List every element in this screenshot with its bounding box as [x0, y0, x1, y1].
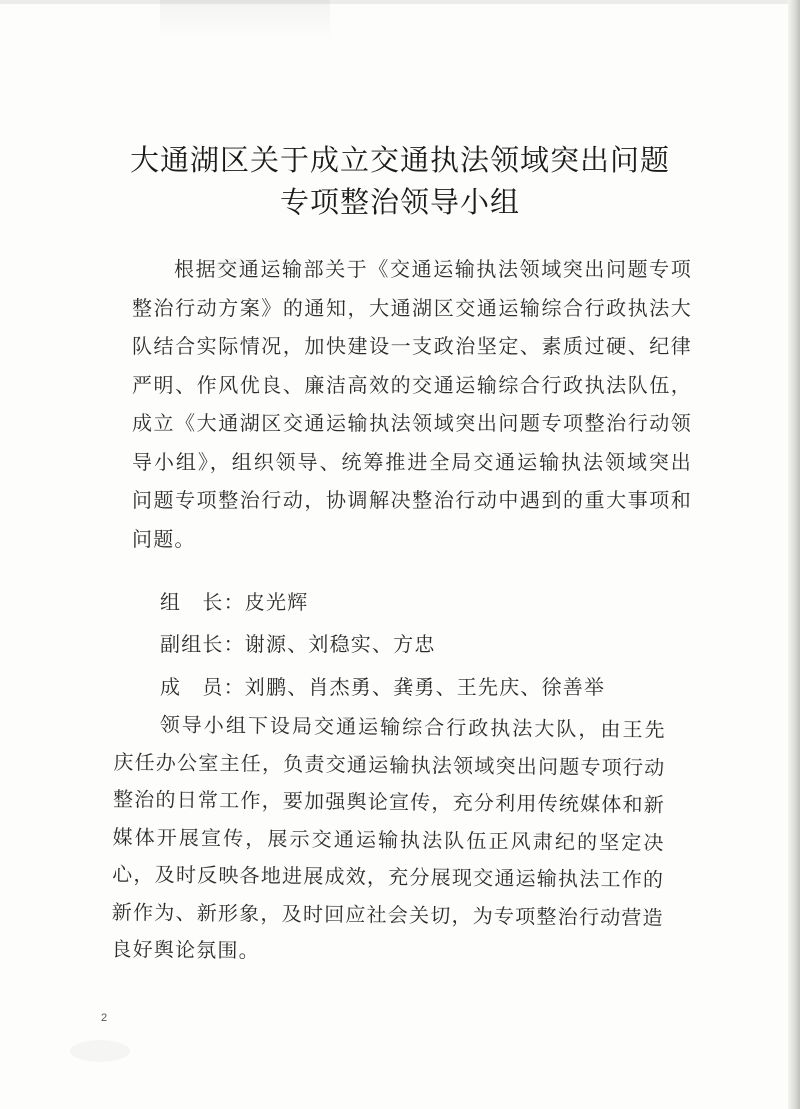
members-line: 成 员：刘鹏、肖杰勇、龚勇、王先庆、徐善举: [160, 675, 606, 699]
paper-fold-shadow: [160, 0, 330, 40]
leader-line: 组 长：皮光辉: [160, 590, 309, 614]
document-title-line2: 专项整治领导小组: [279, 185, 520, 219]
document-title-line1: 大通湖区关于成立交通执法领域突出问题: [129, 143, 670, 177]
paragraph-intro: 根据交通运输部关于《交通运输执法领域突出问题专项整治行动方案》的通知，大通湖区交通运输综合行政执法大队结合实际情况，加快建设一支政治坚定、素质过硬、纪律严明、作风优良、廉洁高效的交通运输综合行政执法队伍，成立《大通湖区交通运输执法领域突出问题专项整治行动领导小组》，组织领导、统筹推进全局交通运输执法领域突出问题专项整治行动，协调解决整治行动中遇到的重大事项和问题。: [132, 257, 692, 551]
deputy-leaders-line: 副组长：谢源、刘稳实、方忠: [160, 632, 436, 656]
scan-smudge: [70, 1040, 130, 1062]
page-number: 2: [101, 1012, 108, 1024]
paragraph-office: 领导小组下设局交通运输综合行政执法大队，由王先庆任办公室主任，负责交通运输执法领域突出问题专项行动整治的日常工作，要加强舆论宣传，充分利用传统媒体和新媒体开展宣传，展示交通运输执法队伍正风肃纪的坚定决心，及时反映各地进展成效，充分展现交通运输执法工作的新作为、新形象，及时回应社会关切，为专项整治行动营造良好舆论氛围。: [111, 712, 666, 963]
paper-top-edge: [0, 0, 800, 4]
